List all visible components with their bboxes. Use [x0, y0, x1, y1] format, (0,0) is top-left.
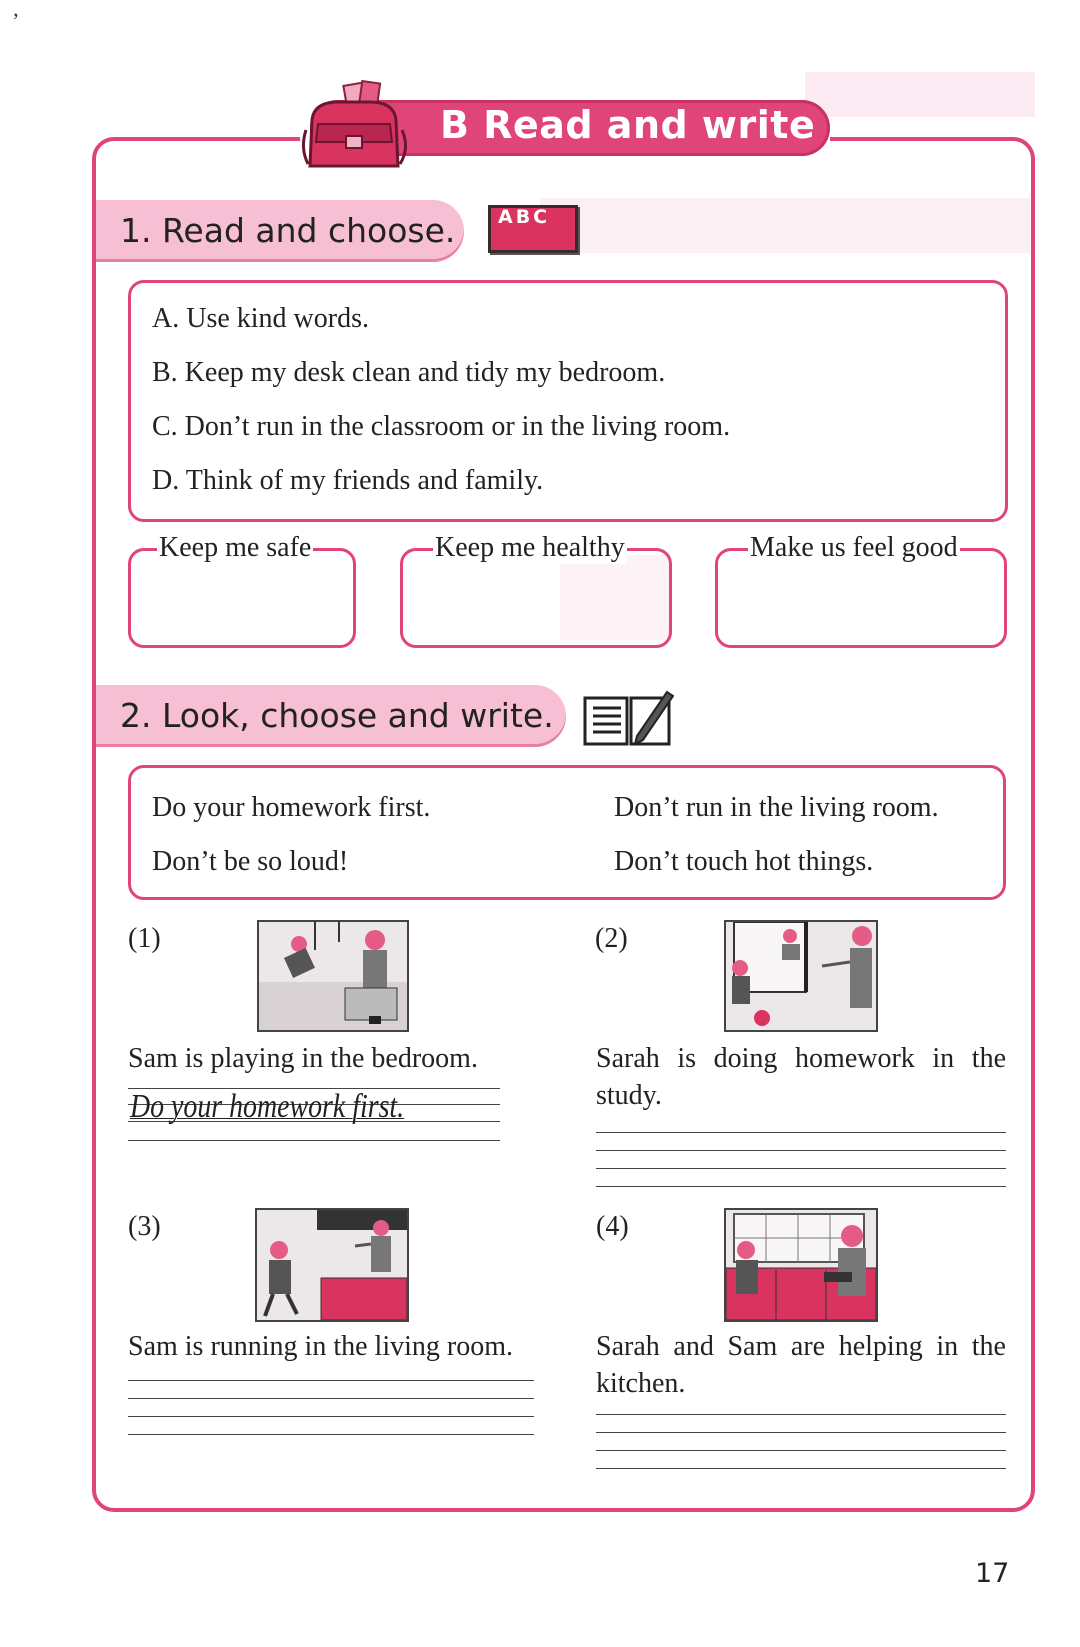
top-tint: [805, 72, 1035, 117]
section2-title: 2. Look, choose and write.: [120, 696, 554, 735]
exercise-3-rule-3: [128, 1416, 534, 1417]
open-book-pencil-icon: [583, 688, 675, 748]
category-label-feel-good: Make us feel good: [750, 532, 958, 563]
option-c: C. Don’t run in the classroom or in the living room.: [152, 411, 731, 442]
exercise-4-rule-3: [596, 1450, 1006, 1451]
sentence-living-room: Don’t run in the living room.: [614, 792, 939, 823]
category-label-safe: Keep me safe: [159, 532, 312, 563]
option-b: B. Keep my desk clean and tidy my bedroom.: [152, 357, 666, 388]
abc-badge-text: ABC: [498, 206, 551, 228]
exercise-2-rule-2: [596, 1150, 1006, 1151]
sentences-box: [128, 765, 1006, 900]
exercise-3-rule-4: [128, 1434, 534, 1435]
exercise-4-rule-1: [596, 1414, 1006, 1415]
exercise-4-rule-4: [596, 1468, 1006, 1469]
header-title: B Read and write: [440, 103, 816, 147]
exercise-3-rule-2: [128, 1398, 534, 1399]
option-a: A. Use kind words.: [152, 303, 369, 334]
page-number: 17: [975, 1558, 1010, 1589]
exercise-2-rule-3: [596, 1168, 1006, 1169]
exercise-4-prompt: Sarah and Sam are helping in the kitchen.: [596, 1331, 1006, 1399]
exercise-1-answer: Do your homework first.: [130, 1088, 405, 1125]
exercise-1-number: (1): [128, 923, 161, 954]
sentence-hot: Don’t touch hot things.: [614, 846, 874, 877]
category-label-healthy: Keep me healthy: [435, 532, 625, 563]
exercise-4-rule-2: [596, 1432, 1006, 1433]
exercise-2-number: (2): [595, 923, 628, 954]
sentence-homework: Do your homework first.: [152, 792, 431, 823]
exercise-2-rule-1: [596, 1132, 1006, 1133]
option-d: D. Think of my friends and family.: [152, 465, 544, 496]
exercise-4-picture: [724, 1208, 878, 1322]
sentence-loud: Don’t be so loud!: [152, 846, 349, 877]
exercise-2-picture: [724, 920, 878, 1032]
exercise-2-rule-4: [596, 1186, 1006, 1187]
exercise-3-number: (3): [128, 1211, 161, 1242]
exercise-1-picture: [257, 920, 409, 1032]
exercise-1-prompt: Sam is playing in the bedroom.: [128, 1043, 478, 1074]
stray-mark: ’: [12, 8, 20, 33]
schoolbag-icon: [298, 80, 418, 172]
exercise-2-prompt: Sarah is doing homework in the study.: [596, 1043, 1006, 1111]
exercise-3-picture: [255, 1208, 409, 1322]
exercise-4-number: (4): [596, 1211, 629, 1242]
exercise-3-prompt: Sam is running in the living room.: [128, 1331, 513, 1362]
section1-title: 1. Read and choose.: [120, 211, 456, 250]
exercise-1-rule-4: [128, 1140, 500, 1141]
exercise-3-rule-1: [128, 1380, 534, 1381]
